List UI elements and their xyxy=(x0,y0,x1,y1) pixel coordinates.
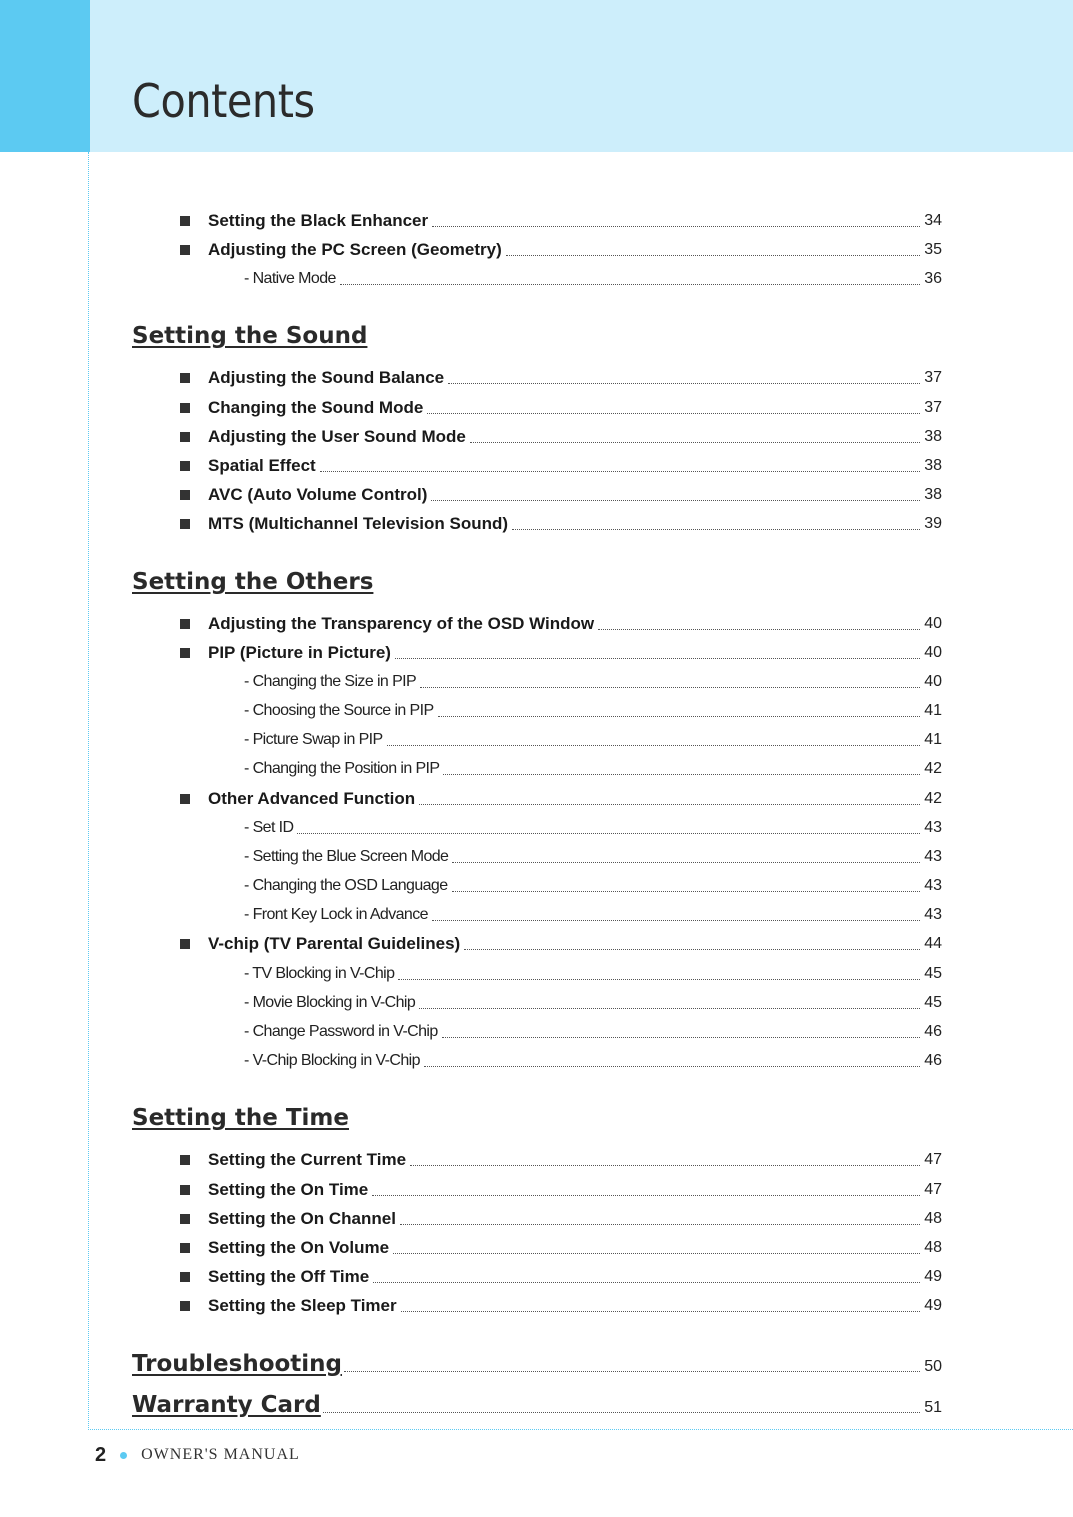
toc-subitem[interactable]: - Setting the Blue Screen Mode 43 xyxy=(244,848,942,865)
toc-item[interactable]: Setting the On Volume 48 xyxy=(180,1237,942,1259)
toc-item[interactable]: V-chip (TV Parental Guidelines) 44 xyxy=(180,933,942,955)
square-bullet-icon xyxy=(180,461,190,471)
page-title: Contents xyxy=(132,74,315,128)
footer-rule xyxy=(88,1429,1073,1430)
toc-item[interactable]: Setting the Sleep Timer 49 xyxy=(180,1295,942,1317)
square-bullet-icon xyxy=(180,1301,190,1311)
toc-subitem[interactable]: - Changing the Size in PIP 40 xyxy=(244,673,942,690)
square-bullet-icon xyxy=(180,490,190,500)
toc-item[interactable]: AVC (Auto Volume Control) 38 xyxy=(180,484,942,506)
toc-subitem[interactable]: - TV Blocking in V-Chip 45 xyxy=(244,965,942,982)
manual-label: OWNER'S MANUAL xyxy=(141,1446,300,1463)
square-bullet-icon xyxy=(180,648,190,658)
square-bullet-icon xyxy=(180,216,190,226)
toc-item[interactable]: Adjusting the Transparency of the OSD Window 40 xyxy=(180,613,942,635)
toc-subitem[interactable]: - Movie Blocking in V-Chip 45 xyxy=(244,994,942,1011)
toc-subitem[interactable]: - Changing the Position in PIP 42 xyxy=(244,760,942,777)
toc-item[interactable]: Setting the On Time 47 xyxy=(180,1179,942,1201)
toc-subitem[interactable]: - Native Mode 36 xyxy=(244,270,942,287)
page-number: 2 xyxy=(95,1443,107,1466)
square-bullet-icon xyxy=(180,1214,190,1224)
section-heading-others[interactable]: Setting the Others xyxy=(132,569,374,595)
square-bullet-icon xyxy=(180,403,190,413)
toc-subitem[interactable]: - Change Password in V-Chip 46 xyxy=(244,1023,942,1040)
toc-item[interactable]: Spatial Effect 38 xyxy=(180,455,942,477)
square-bullet-icon xyxy=(180,619,190,629)
square-bullet-icon xyxy=(180,432,190,442)
margin-rule xyxy=(88,152,89,1430)
section-heading-time[interactable]: Setting the Time xyxy=(132,1105,349,1131)
toc-item[interactable]: Adjusting the PC Screen (Geometry) 35 xyxy=(180,239,942,261)
page-footer xyxy=(95,1442,300,1468)
square-bullet-icon xyxy=(180,245,190,255)
square-bullet-icon xyxy=(180,1243,190,1253)
toc-item[interactable]: Setting the Off Time 49 xyxy=(180,1266,942,1288)
toc-item[interactable]: Setting the Black Enhancer 34 xyxy=(180,210,942,232)
square-bullet-icon xyxy=(180,1155,190,1165)
square-bullet-icon xyxy=(180,939,190,949)
toc-subitem[interactable]: - Set ID 43 xyxy=(244,819,942,836)
toc-warranty-card[interactable]: Warranty Card 51 xyxy=(132,1392,942,1418)
square-bullet-icon xyxy=(180,373,190,383)
toc-item[interactable]: Changing the Sound Mode 37 xyxy=(180,397,942,419)
toc-item[interactable]: Setting the On Channel 48 xyxy=(180,1208,942,1230)
toc-subitem[interactable]: - Choosing the Source in PIP 41 xyxy=(244,702,942,719)
toc-item[interactable]: Setting the Current Time 47 xyxy=(180,1149,942,1171)
toc-item[interactable]: Adjusting the Sound Balance 37 xyxy=(180,367,942,389)
dot-icon xyxy=(120,1452,127,1459)
toc-subitem[interactable]: - Front Key Lock in Advance 43 xyxy=(244,906,942,923)
toc-subitem[interactable]: - Changing the OSD Language 43 xyxy=(244,877,942,894)
toc-item[interactable]: MTS (Multichannel Television Sound) 39 xyxy=(180,513,942,535)
toc-item[interactable]: PIP (Picture in Picture) 40 xyxy=(180,642,942,664)
header-accent-bar xyxy=(0,0,90,152)
toc-subitem[interactable]: - V-Chip Blocking in V-Chip 46 xyxy=(244,1052,942,1069)
toc-item[interactable]: Adjusting the User Sound Mode 38 xyxy=(180,426,942,448)
section-heading-sound[interactable]: Setting the Sound xyxy=(132,323,368,349)
toc-subitem[interactable]: - Picture Swap in PIP 41 xyxy=(244,731,942,748)
square-bullet-icon xyxy=(180,1272,190,1282)
square-bullet-icon xyxy=(180,519,190,529)
square-bullet-icon xyxy=(180,1185,190,1195)
toc-item[interactable]: Other Advanced Function 42 xyxy=(180,788,942,810)
square-bullet-icon xyxy=(180,794,190,804)
toc-troubleshooting[interactable]: Troubleshooting 50 xyxy=(132,1351,942,1377)
